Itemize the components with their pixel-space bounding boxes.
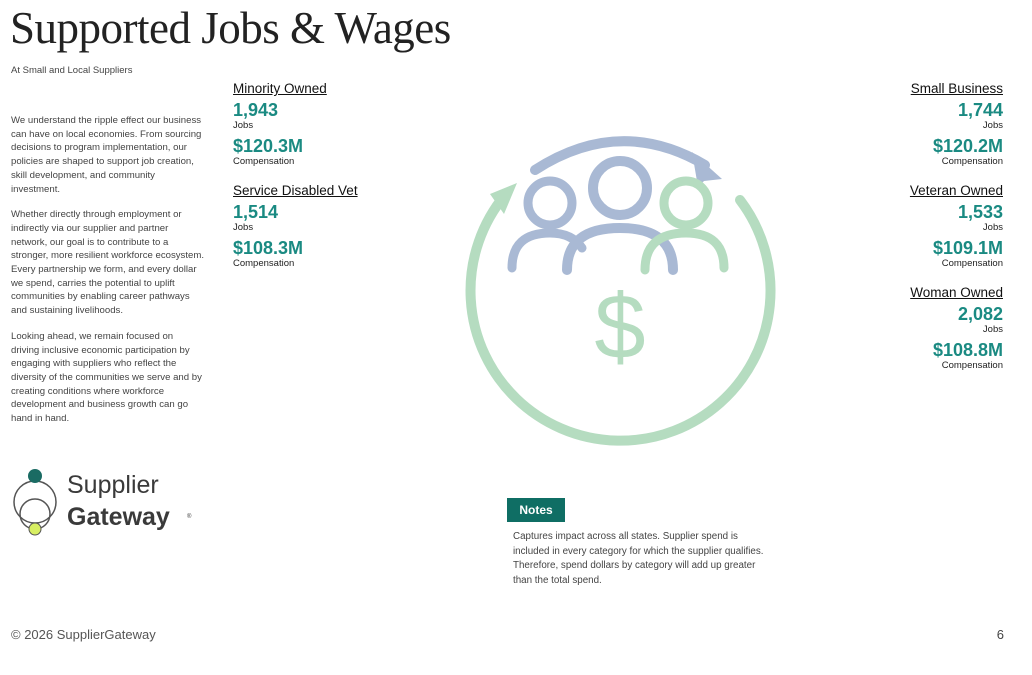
community-money-cycle-icon <box>460 130 780 450</box>
page-number: 6 <box>996 627 1004 642</box>
page-subtitle: At Small and Local Suppliers <box>11 65 133 76</box>
page-title: Supported Jobs & Wages <box>10 3 451 53</box>
stat-jobs-label: Jobs <box>233 222 254 233</box>
person-center-head <box>593 161 647 215</box>
intro-paragraph: We understand the ripple effect our business can have on local economies. From sourcing decisions to program implementation, our policies are shaped to support job creation, skill development, and community investment. <box>11 115 202 195</box>
stat-jobs-label: Jobs <box>982 120 1003 131</box>
stat-category: Service Disabled Vet <box>233 183 358 198</box>
stat-jobs-value: 1,533 <box>957 202 1003 222</box>
stat-compensation-label: Compensation <box>941 258 1003 269</box>
stat-compensation-value: $109.1M <box>932 238 1003 258</box>
logo-text-supplier: Supplier <box>67 471 159 499</box>
stat-jobs-label: Jobs <box>233 120 254 131</box>
stat-minority-owned <box>233 80 413 168</box>
stat-service-disabled-vet <box>233 182 413 270</box>
stat-category: Veteran Owned <box>909 183 1003 198</box>
logo-text-gateway: Gateway <box>67 503 170 531</box>
stat-jobs-value: 1,744 <box>957 100 1003 120</box>
footer-copyright: © 2026 SupplierGateway <box>11 627 156 642</box>
intro-paragraph: Whether directly through employment or indirectly via our supplier and partner network, our goal is to contribute to a stronger, more resilient workforce ecosystem. Every partnership we form, and every dollar we spend, carries the potential to uplift communities by enabling career pathways and sustaining livelihoods. <box>11 209 205 317</box>
stat-jobs-label: Jobs <box>982 222 1003 233</box>
stat-veteran-owned <box>823 182 1003 270</box>
stat-compensation-value: $120.3M <box>233 136 304 156</box>
person-right-head <box>664 181 708 225</box>
dollar-icon: $ <box>594 276 646 378</box>
stat-category: Small Business <box>910 81 1003 96</box>
stat-small-business <box>823 80 1003 168</box>
stat-category: Minority Owned <box>233 81 327 96</box>
stat-jobs-label: Jobs <box>982 324 1003 335</box>
notes-text: Captures impact across all states. Supplier spend is included in every category for which the supplier qualifies. Therefore, spend dollars by category will add up greater than the total spend. <box>513 531 764 586</box>
stat-jobs-value: 2,082 <box>957 304 1003 324</box>
stat-compensation-value: $120.2M <box>932 136 1003 156</box>
intro-text <box>11 114 204 438</box>
stat-compensation-value: $108.8M <box>932 340 1003 360</box>
notes-badge: Notes <box>507 498 565 522</box>
stat-compensation-label: Compensation <box>233 258 295 269</box>
logo-teal-dot <box>28 469 42 483</box>
stat-compensation-value: $108.3M <box>233 238 304 258</box>
logo-registered-mark: ® <box>187 514 192 520</box>
logo-lime-dot <box>29 523 41 535</box>
stat-compensation-label: Compensation <box>941 360 1003 371</box>
stat-compensation-label: Compensation <box>233 156 295 167</box>
intro-paragraph: Looking ahead, we remain focused on driving inclusive economic participation by engaging with suppliers who reflect the diversity of the communities we serve and by creating conditions where workforce development and business growth can go hand in hand. <box>11 330 202 425</box>
stat-compensation-label: Compensation <box>941 156 1003 167</box>
stat-jobs-value: 1,514 <box>233 202 279 222</box>
stat-woman-owned <box>823 284 1003 372</box>
person-right-body <box>645 233 724 270</box>
stat-jobs-value: 1,943 <box>233 100 279 120</box>
stat-category: Woman Owned <box>910 285 1003 300</box>
person-left-head <box>528 181 572 225</box>
